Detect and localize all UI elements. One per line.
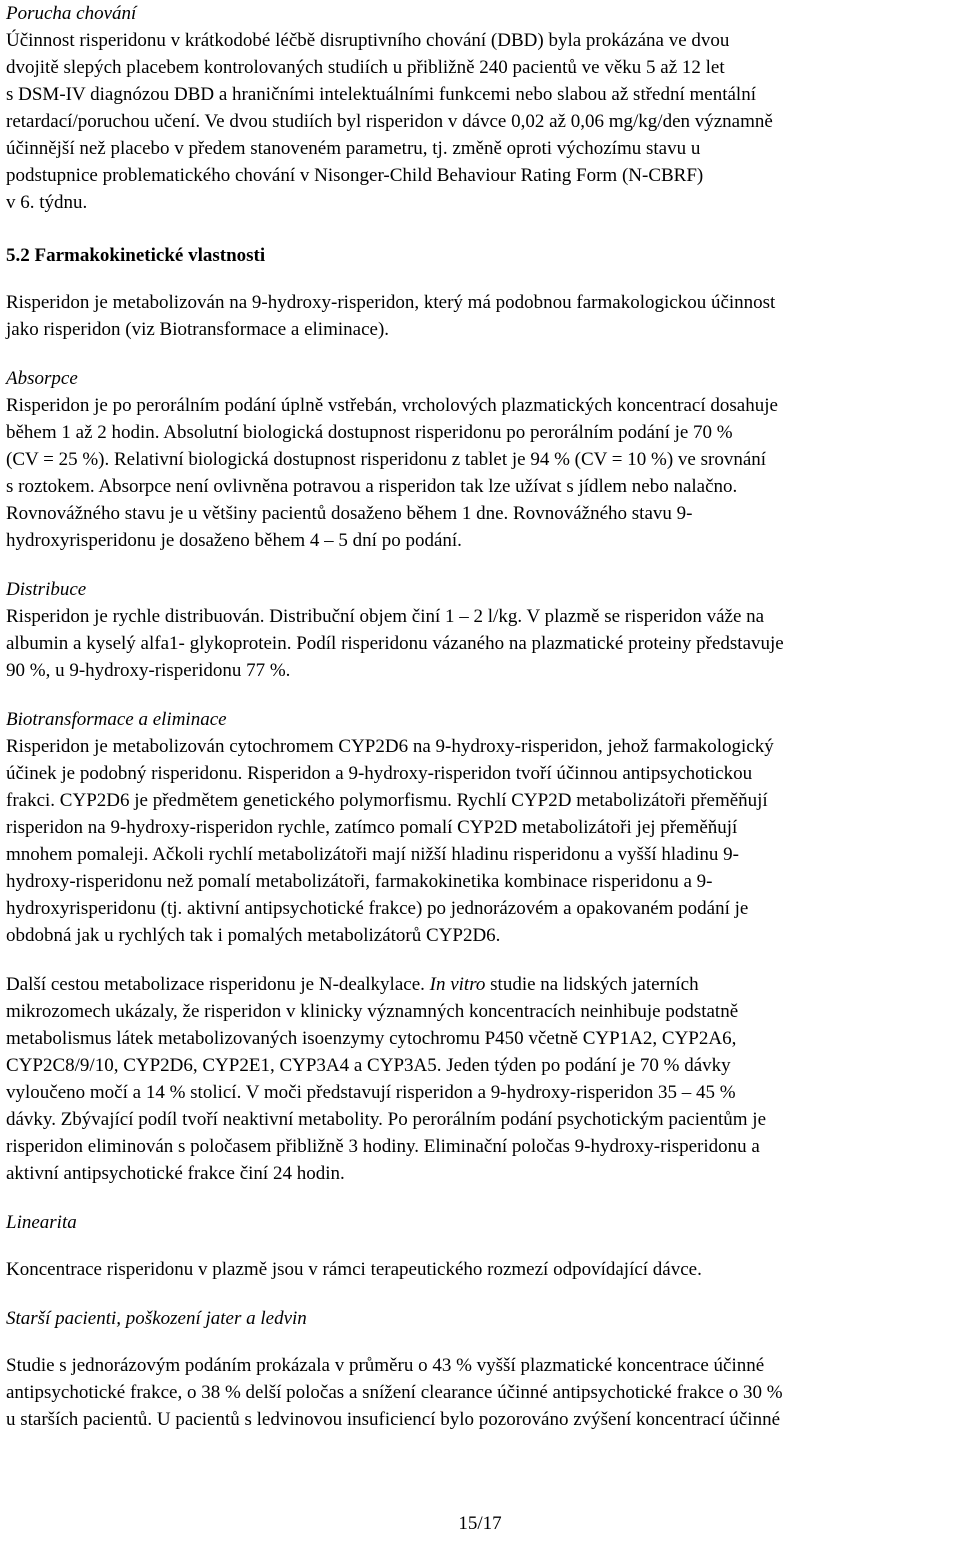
subheading-starsi-pacienti: Starší pacienti, poškození jater a ledvin (6, 1308, 307, 1329)
paragraph-biotransformace-2-start: Další cestou metabolizace risperidonu je N-dealkylace. (6, 974, 430, 995)
subheading-biotransformace: Biotransformace a eliminace (6, 709, 227, 730)
paragraph-starsi-pacienti: Studie s jednorázovým podáním prokázala v průměru o 43 % vyšší plazmatické koncentrace účinné antipsychotické frakce, o 38 % delší poločas a snížení clearance účinné antipsychotické frakce o 30 % u starších pacientů. U pacientů s ledvinovou insuficiencí bylo pozorováno zvýšení koncentrací účinné (6, 1355, 783, 1430)
section-heading-farmakokinetika: 5.2 Farmakokinetické vlastnosti (6, 245, 266, 266)
paragraph-biotransformace-2-rest: studie na lidských jaterních mikrozomech ukázaly, že risperidon v klinicky významných koncentracích neinhibuje podstatně metabolismus látek metabolizovaných isoenzymy cytochromu P450 včetně CYP1A2, CYP2A6, CYP2C8/9/10, CYP2D6, CYP2E1, CYP3A4 a CYP3A5. Jeden týden po podání je 70 % dávky vyloučeno močí a 14 % stolicí. V moči představují risperidon a 9-hydroxy-risperidon 35 – 45 % dávky. Zbývající podíl tvoří neaktivní metabolity. Po perorálním podání psychotickým pacientům je risperidon eliminován s poločasem přibližně 3 hodiny. Eliminační poločas 9-hydroxy-risperidonu a aktivní antipsychotické frakce činí 24 hodin. (6, 974, 767, 1184)
page-number: 15/17 (458, 1513, 502, 1534)
subheading-absorpce: Absorpce (6, 368, 78, 389)
paragraph-distribuce: Risperidon je rychle distribuován. Distribuční objem činí 1 – 2 l/kg. V plazmě se risperidon váže na albumin a kyselý alfa1- glykoprotein. Podíl risperidonu vázaného na plazmatické proteiny představuje 90 %, u 9-hydroxy-risperidonu 77 %. (6, 606, 784, 681)
document-body (6, 0, 956, 1433)
paragraph-biotransformace-2 (6, 971, 956, 1187)
paragraph-porucha-chovani: Účinnost risperidonu v krátkodobé léčbě disruptivního chování (DBD) byla prokázána ve dvou dvojitě slepých placebem kontrolovaných studiích u přibližně 240 pacientů ve věku 5 až 12 let s DSM-IV diagnózou DBD a hraničními intelektuálními funkcemi nebo slabou až střední mentální retardací/poruchou učení. Ve dvou studiích byl risperidon v dávce 0,02 až 0,06 mg/kg/den významně účinnější než placebo v předem stanoveném parametru, tj. změně oproti výchozímu stavu u podstupnice problematického chování v Nisonger-Child Behaviour Rating Form (N-CBRF) v 6. týdnu. (6, 30, 773, 213)
subheading-distribuce: Distribuce (6, 579, 87, 600)
paragraph-biotransformace-1: Risperidon je metabolizován cytochromem CYP2D6 na 9-hydroxy-risperidon, jehož farmakologický účinek je podobný risperidonu. Risperidon a 9-hydroxy-risperidon tvoří účinnou antipsychotickou frakci. CYP2D6 je předmětem genetického polymorfismu. Rychlí CYP2D metabolizátoři přeměňují risperidon na 9-hydroxy-risperidon rychle, zatímco pomalí CYP2D metabolizátoři jej přeměňují mnohem pomaleji. Ačkoli rychlí metabolizátoři mají nižší hladinu risperidonu a vyšší hladinu 9- hydroxy-risperidonu než pomalí metabolizátoři, farmakokinetika kombinace risperidonu a 9- hydroxyrisperidonu (tj. aktivní antipsychotické frakce) po jednorázovém a opakovaném podání je obdobná jak u rychlých tak i pomalých metabolizátorů CYP2D6. (6, 736, 774, 946)
subheading-linearita: Linearita (6, 1212, 77, 1233)
paragraph-linearita: Koncentrace risperidonu v plazmě jsou v rámci terapeutického rozmezí odpovídající dávce. (6, 1259, 702, 1280)
paragraph-farmakokinetika-intro: Risperidon je metabolizován na 9-hydroxy-risperidon, který má podobnou farmakologickou účinnost jako risperidon (viz Biotransformace a eliminace). (6, 292, 776, 340)
paragraph-absorpce: Risperidon je po perorálním podání úplně vstřebán, vrcholových plazmatických koncentrací dosahuje během 1 až 2 hodin. Absolutní biologická dostupnost risperidonu po perorálním podání je 70 % (CV = 25 %). Relativní biologická dostupnost risperidonu z tablet je 94 % (CV = 10 %) ve srovnání s roztokem. Absorpce není ovlivněna potravou a risperidon tak lze užívat s jídlem nebo nalačno. Rovnovážného stavu je u většiny pacientů dosaženo během 1 dne. Rovnovážného stavu 9- hydroxyrisperidonu je dosaženo během 4 – 5 dní po podání. (6, 395, 778, 551)
subheading-porucha-chovani: Porucha chování (6, 3, 137, 24)
in-vitro-italic: In vitro (429, 974, 486, 995)
